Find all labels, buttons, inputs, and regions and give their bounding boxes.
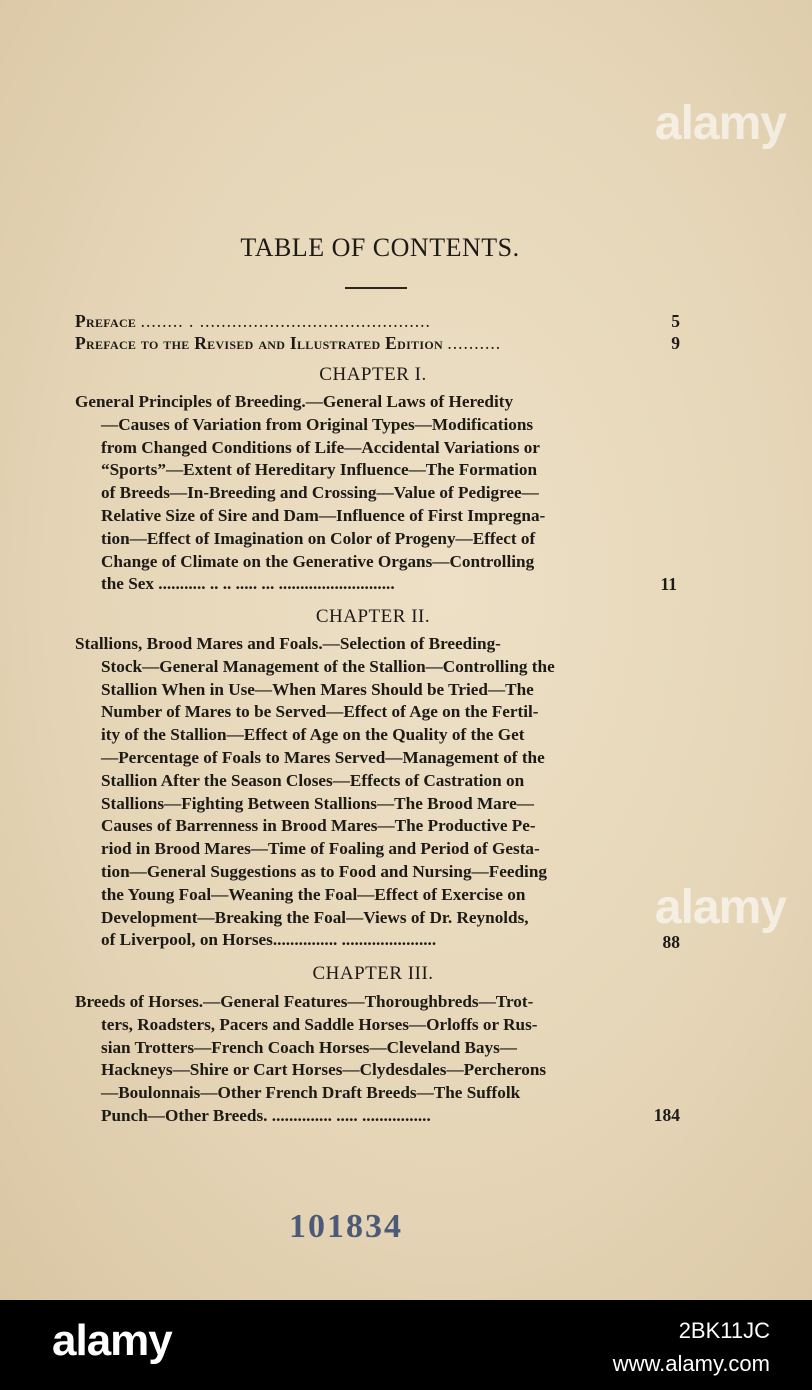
- summary-line: General Principles of Breeding.—General Laws of Heredity: [75, 392, 514, 411]
- summary-line: of Liverpool, on Horses............... ......................: [101, 930, 437, 950]
- page-title: TABLE OF CONTENTS.: [240, 233, 520, 262]
- toc-entry-label: Preface: [75, 311, 137, 331]
- image-id-label: 2BK11JC: [678, 1318, 770, 1343]
- summary-line: sian Trotters—French Coach Horses—Cleveland Bays—: [101, 1037, 517, 1057]
- toc-entry-preface-revised: [75, 333, 501, 354]
- summary-line: tion—General Suggestions as to Food and Nursing—Feeding: [101, 861, 547, 881]
- summary-line: Relative Size of Sire and Dam—Influence of First Impregna-: [101, 505, 546, 525]
- summary-line: Breeds of Horses.—General Features—Thoroughbreds—Trot-: [75, 992, 534, 1011]
- alamy-logo: alamy: [52, 1316, 172, 1365]
- summary-line: the Sex ........... .. .. ..... ... ...........................: [101, 574, 395, 594]
- chapter-summary: [75, 391, 653, 596]
- library-stamp-number: 101834: [289, 1208, 403, 1245]
- summary-line: Hackneys—Shire or Cart Horses—Clydesdales—Percherons: [101, 1060, 547, 1080]
- summary-line: —Percentage of Foals to Mares Served—Management of the: [101, 747, 545, 767]
- chapter-summary: [75, 991, 653, 1128]
- page-number: 88: [662, 932, 680, 952]
- summary-line: ters, Roadsters, Pacers and Saddle Horses—Orloffs or Rus-: [101, 1014, 538, 1034]
- summary-line: ity of the Stallion—Effect of Age on the Quality of the Get: [101, 725, 525, 745]
- title-divider: [345, 287, 407, 289]
- summary-line: the Young Foal—Weaning the Foal—Effect of Exercise on: [101, 884, 526, 904]
- page-number: 11: [660, 574, 677, 594]
- summary-line: of Breeds—In-Breeding and Crossing—Value of Pedigree—: [101, 483, 539, 503]
- summary-line: “Sports”—Extent of Hereditary Influence—The Formation: [101, 460, 538, 480]
- toc-entry-label: Preface to the Revised and Illustrated Edition: [75, 333, 443, 353]
- website-url: www.alamy.com: [612, 1351, 770, 1376]
- summary-line: Stallions—Fighting Between Stallions—The Brood Mare—: [101, 793, 534, 813]
- page-number: 9: [671, 333, 680, 353]
- summary-line: Stallions, Brood Mares and Foals.—Selection of Breeding-: [75, 634, 501, 653]
- chapter-summary: [75, 633, 653, 952]
- watermark-logo: alamy: [654, 881, 786, 934]
- summary-line: Stallion After the Season Closes—Effects of Castration on: [101, 770, 525, 790]
- summary-line: Development—Breaking the Foal—Views of Dr. Reynolds,: [101, 907, 529, 927]
- summary-line: —Boulonnais—Other French Draft Breeds—The Suffolk: [101, 1083, 521, 1103]
- summary-line: —Causes of Variation from Original Types—Modifications: [101, 414, 534, 434]
- summary-line: Change of Climate on the Generative Organs—Controlling: [101, 551, 535, 571]
- summary-line: Stock—General Management of the Stallion—Controlling the: [101, 656, 555, 676]
- toc-entry-preface: [75, 311, 431, 332]
- summary-line: riod in Brood Mares—Time of Foaling and Period of Gesta-: [101, 839, 540, 859]
- chapter-heading: CHAPTER I.: [319, 364, 427, 385]
- watermark-logo: alamy: [654, 97, 786, 150]
- summary-line: Number of Mares to be Served—Effect of Age on the Fertil-: [101, 702, 539, 722]
- summary-line: tion—Effect of Imagination on Color of Progeny—Effect of: [101, 528, 536, 548]
- leader-dots: ..........: [447, 333, 502, 353]
- chapter-heading: CHAPTER II.: [315, 606, 431, 627]
- leader-dots: ........ . ...........................................: [140, 311, 431, 331]
- chapter-heading: CHAPTER III.: [312, 963, 434, 984]
- summary-line: Causes of Barrenness in Brood Mares—The Productive Pe-: [101, 816, 536, 836]
- summary-line: Punch—Other Breeds. .............. ..... ................: [101, 1105, 431, 1125]
- summary-line: Stallion When in Use—When Mares Should be Tried—The: [101, 679, 534, 699]
- summary-line: from Changed Conditions of Life—Accidental Variations or: [101, 437, 540, 457]
- page-number: 5: [671, 311, 680, 331]
- page-number: 184: [653, 1105, 680, 1125]
